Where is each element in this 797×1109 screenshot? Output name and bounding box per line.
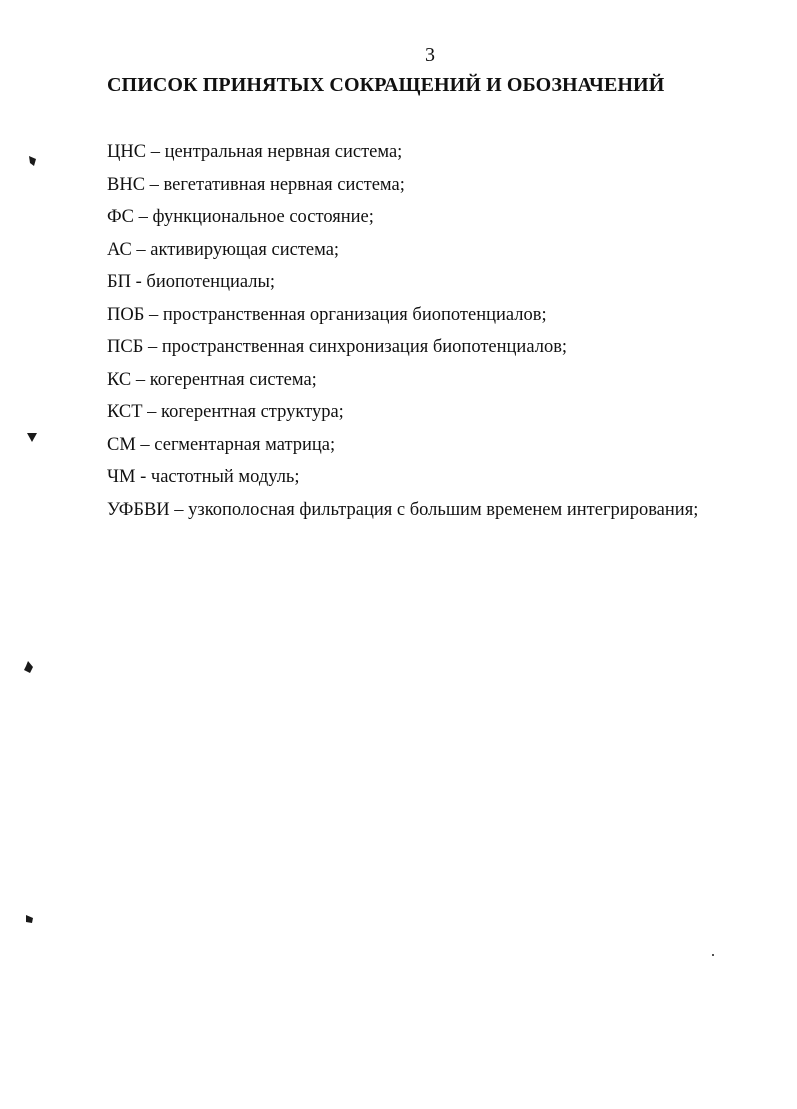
abbreviation-separator: – bbox=[135, 434, 155, 455]
scan-speck bbox=[22, 660, 36, 674]
abbreviation-term: ПОБ bbox=[107, 304, 145, 325]
abbreviation-separator: - bbox=[135, 467, 151, 487]
scan-speck bbox=[711, 953, 715, 957]
abbreviation-definition: пространственная организация биопотенциалов; bbox=[162, 304, 547, 325]
page-number: 3 bbox=[425, 44, 435, 66]
abbreviation-term: КСТ bbox=[107, 402, 143, 422]
abbreviation-term: ЧМ bbox=[107, 467, 136, 487]
abbreviation-item bbox=[107, 303, 698, 336]
abbreviation-item bbox=[107, 270, 698, 303]
abbreviation-definition: частотный модуль; bbox=[150, 467, 300, 487]
abbreviation-definition: биопотенциалы; bbox=[146, 272, 276, 292]
abbreviation-separator: – bbox=[169, 499, 189, 520]
abbreviation-definition: сегментарная матрица; bbox=[154, 434, 336, 455]
page-title: СПИСОК ПРИНЯТЫХ СОКРАЩЕНИЙ И ОБОЗНАЧЕНИЙ bbox=[107, 74, 665, 96]
scan-speck bbox=[23, 912, 37, 926]
abbreviation-item bbox=[107, 173, 698, 206]
abbreviation-definition: пространственная синхронизация биопотенциалов; bbox=[161, 337, 568, 357]
abbreviation-list bbox=[107, 140, 698, 530]
abbreviation-separator: – bbox=[146, 142, 165, 162]
abbreviation-term: АС bbox=[107, 239, 132, 260]
scan-speck bbox=[25, 430, 39, 444]
abbreviation-term: ПСБ bbox=[107, 337, 144, 357]
abbreviation-item bbox=[107, 400, 698, 433]
abbreviation-term: ЦНС bbox=[107, 142, 147, 162]
abbreviation-term: СМ bbox=[107, 434, 136, 455]
abbreviation-item bbox=[107, 335, 698, 368]
abbreviation-term: ВНС bbox=[107, 174, 146, 195]
scan-speck bbox=[26, 154, 40, 168]
abbreviation-item bbox=[107, 433, 698, 466]
abbreviation-definition: вегетативная нервная система; bbox=[163, 174, 405, 195]
abbreviation-term: КС bbox=[107, 369, 132, 390]
abbreviation-separator: – bbox=[145, 174, 164, 195]
abbreviation-separator: – bbox=[131, 369, 150, 390]
abbreviation-term: УФБВИ bbox=[107, 499, 170, 520]
abbreviation-definition: активирующая система; bbox=[150, 239, 340, 260]
abbreviation-item bbox=[107, 498, 698, 531]
abbreviation-separator: – bbox=[131, 239, 151, 260]
abbreviation-item bbox=[107, 368, 698, 401]
abbreviation-separator: – bbox=[144, 304, 163, 325]
abbreviation-definition: узкополосная фильтрация с большим временем интегрирования; bbox=[188, 499, 699, 520]
abbreviation-separator: – bbox=[143, 337, 162, 357]
abbreviation-definition: когерентная структура; bbox=[161, 402, 344, 422]
abbreviation-separator: – bbox=[142, 402, 162, 422]
abbreviation-definition: центральная нервная система; bbox=[164, 142, 403, 162]
abbreviation-separator: – bbox=[133, 207, 153, 227]
abbreviation-term: ФС bbox=[107, 207, 134, 227]
abbreviation-item bbox=[107, 140, 698, 173]
abbreviation-item bbox=[107, 238, 698, 271]
abbreviation-item bbox=[107, 205, 698, 238]
abbreviation-definition: функциональное состояние; bbox=[152, 207, 374, 227]
abbreviation-separator: - bbox=[130, 272, 147, 292]
abbreviation-term: БП bbox=[107, 272, 131, 292]
abbreviation-item bbox=[107, 465, 698, 498]
abbreviation-definition: когерентная система; bbox=[149, 369, 317, 390]
